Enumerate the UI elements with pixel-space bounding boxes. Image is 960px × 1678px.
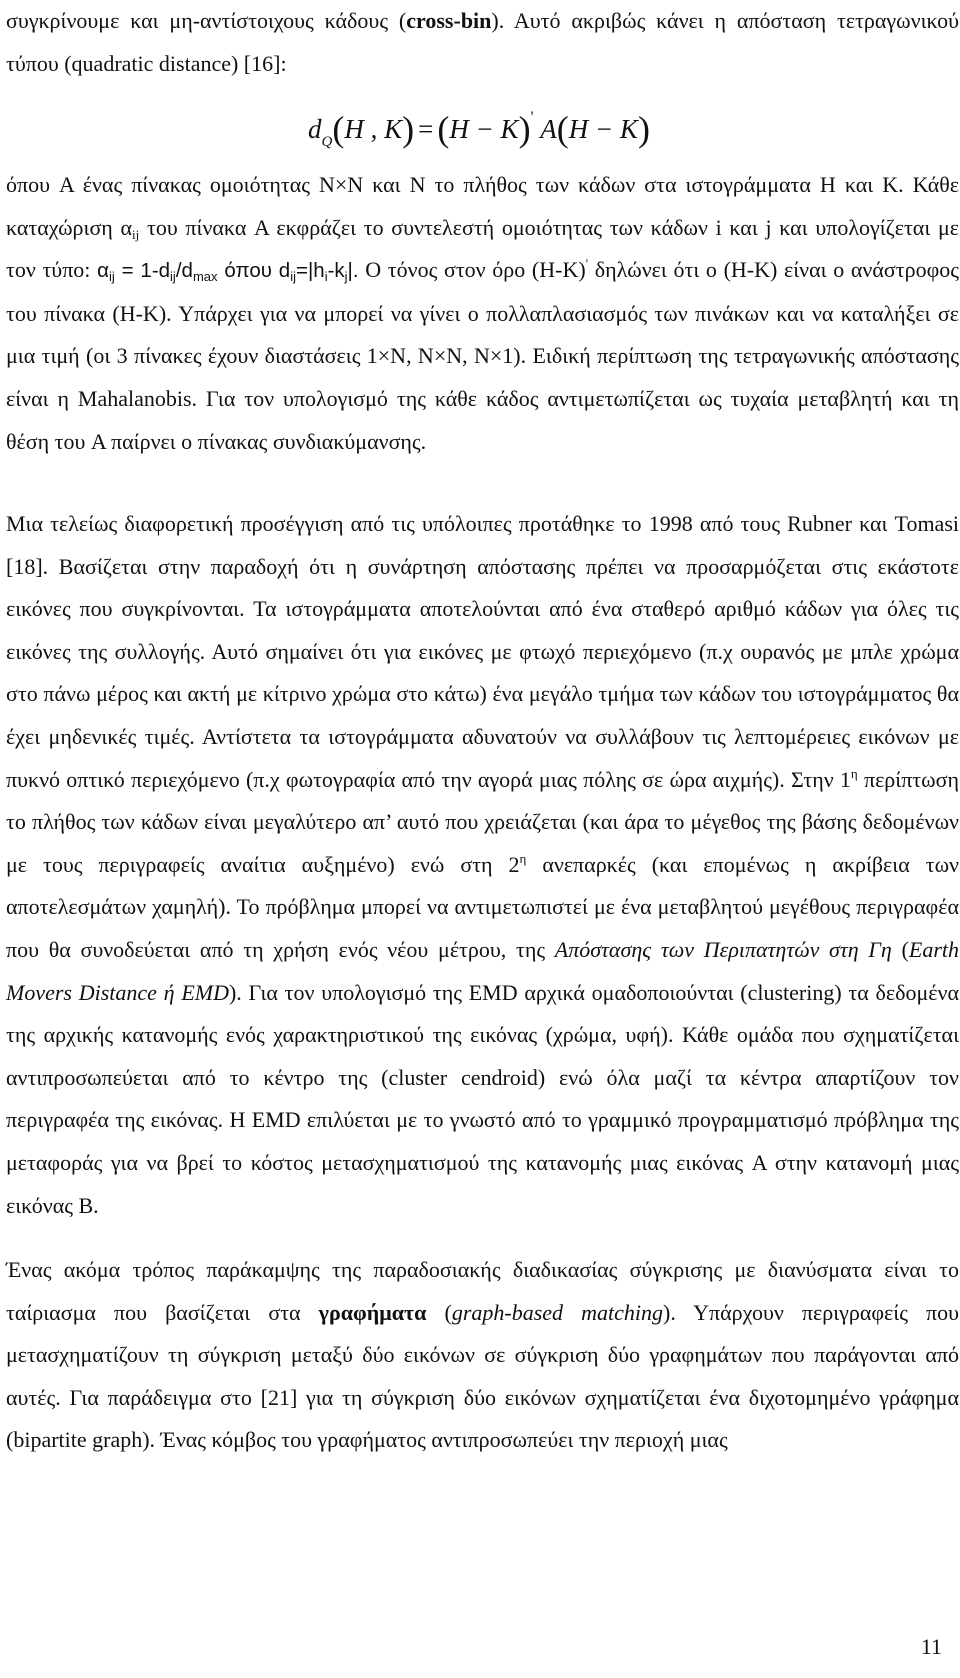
text-run: όπου A ένας πίνακας ομοιότητας N×N και N το πλήθος των κάδων στα ιστογράμματα H και K. Κάθε καταχώριση α <box>6 172 959 240</box>
formula-subscript-q: Q <box>321 134 333 150</box>
text-run: α <box>97 259 109 283</box>
paragraph-intro <box>6 0 959 85</box>
subscript: j <box>344 269 348 285</box>
formula-d: d <box>308 114 322 144</box>
bold-term-cross-bin: cross-bin <box>406 8 492 33</box>
formula-paren: ( <box>556 109 569 149</box>
formula-paren: ) <box>637 109 650 149</box>
ordinal-superscript: η <box>850 765 858 781</box>
text-run: = 1-d <box>114 259 171 283</box>
inline-formula <box>97 259 359 285</box>
italic-term: graph-based matching <box>451 1299 664 1325</box>
paragraph-emd <box>6 503 959 1227</box>
subscript: ij <box>290 269 296 285</box>
text-run: ). Για τον υπολογισμό της EMD αρχικά ομαδοποιούνται (clustering) τα δεδομένα της αρχικής κατανομής ενός χαρακτηριστικού της εικόνας (χρώμα, υφή). Κάθε ομάδα που σχηματίζεται αντιπροσωπεύεται από το κέντρο της (cluster cendroid) ενώ όλα μαζί τα κέντρα απαρτίζουν τον περιγραφέα της εικόνας. Η EMD επιλύεται με το γνωστό από το γραμμικό προγραμματισμό πρόβλημα της μεταφοράς για να βρεί το κόστος μετασχηματισμού της κατανομής μιας εικόνας A στην κατανομή μιας εικόνας B. <box>6 979 959 1218</box>
text-run: Ο τόνος στον όρο (H-K) <box>358 257 586 283</box>
subscript: max <box>192 269 218 285</box>
italic-term: Απόστασης των Περιπατητών στη Γη <box>554 936 892 962</box>
text-run: όπου d <box>217 259 291 283</box>
text-run: ). Αυτό ακριβώς κάνει η απόσταση τετραγωνικού τύπου (quadratic distance) [16]: <box>6 8 959 76</box>
formula-difference: H − K <box>568 114 638 144</box>
subscript: i <box>324 269 328 285</box>
formula-transpose-mark: ' <box>530 109 534 126</box>
text-run: =|h <box>295 259 325 283</box>
text-run: ανεπαρκές (και επομένως η ακρίβεια των αποτελεσμάτων χαμηλή). Το πρόβλημα μπορεί να αντιμετωπιστεί με ένα μεταβλητού μεγέθους περιγραφέα που θα συνοδεύεται από τη χρήση ενός νέου μέτρου, της <box>6 851 959 962</box>
text-run: /d <box>175 259 193 283</box>
italic-term: Earth Movers Distance ή EMD <box>6 936 959 1005</box>
subscript: ij <box>170 269 176 285</box>
formula-paren: ) <box>402 109 415 149</box>
page-number: 11 <box>920 1634 942 1659</box>
formula-matrix-a: A <box>540 114 557 144</box>
formula-difference: H − K <box>449 114 519 144</box>
formula-paren: ( <box>437 109 450 149</box>
text-run: |. <box>347 259 359 283</box>
paragraph-matrix-definition <box>6 164 959 463</box>
text-run: ). Υπάρχουν περιγραφείς που μετασχηματίζουν τη σύγκριση μεταξύ δύο εικόνων σε σύγκριση δύο γραφημάτων που παράγονται από αυτές. Για παράδειγμα στο [21] για τη σύγκριση δύο εικόνων σχηματίζεται ένα διχοτομημένο γράφημα (bipartite graph). Ένας κόμβος του γραφήματος αντιπροσωπεύει την περιοχή μιας <box>6 1299 960 1453</box>
formula-paren: ) <box>518 109 531 149</box>
paragraph-graph-matching <box>6 1249 959 1462</box>
text-run: δηλώνει ότι ο (H-K) είναι ο ανάστροφος του πίνακα (H-K). Υπάρχει για να μπορεί να γίνει ο πολλαπλασιασμός των πινάκων και να καταλήξει σε μια τιμή (οι 3 πίνακες έχουν διαστάσεις 1×N, N×N, N×1). Ειδική περίπτωση της τετραγωνικής απόστασης είναι η Mahalanobis. Για τον υπολογισμό της κάθε κάδος αντιμετωπίζεται ως τυχαία μεταβλητή και τη θέση του A παίρνει ο πίνακας συνδιακύμανσης. <box>6 257 959 454</box>
text-run: Ένας ακόμα τρόπος παράκαμψης της παραδοσιακής διαδικασίας σύγκρισης με διανύσματα είναι το ταίριασμα που βασίζεται στα <box>6 1257 959 1325</box>
text-run: -k <box>327 259 345 283</box>
subscript: ij <box>108 269 115 285</box>
subscript: ij <box>132 226 140 242</box>
text-run: ( <box>426 1299 452 1325</box>
bold-term: γραφήματα <box>318 1299 427 1325</box>
text-run: ( <box>891 936 909 962</box>
formula-paren: ( <box>332 109 345 149</box>
ordinal-superscript: η <box>519 850 527 866</box>
text-run: Μια τελείως διαφορετική προσέγγιση από τις υπόλοιπες προτάθηκε το 1998 από τους Rubner και Tomasi [18]. Βασίζεται στην παραδοχή ότι η συνάρτηση απόστασης πρέπει να προσαρμόζεται στις εκάστοτε εικόνες που συγκρίνονται. Τα ιστογράμματα αποτελούνται από ένα σταθερό αριθμό κάδων για όλες τις εικόνες της συλλογής. Αυτό σημαίνει ότι για εικόνες με φτωχό περιεχόμενο (π.χ ουρανός με μπλε χρώμα στο πάνω μέρος και ακτή με κίτρινο χρώμα στο κάτω) ένα μεγάλο τμήμα των κάδων του ιστογράμματος θα έχει μηδενικές τιμές. Αντίστετα τα ιστογράμματα αδυνατούν να συλλάβουν τις λεπτομέρειες εικόνων με πυκνό οπτικό περιεχόμενο (π.χ φωτογραφία από την αγορά μιας πόλης σε ώρα αιχμής). Στην 1 <box>6 511 959 792</box>
transpose-mark: ' <box>585 256 589 272</box>
text-run: συγκρίνουμε και μη-αντίστοιχους κάδους ( <box>6 8 407 33</box>
formula-arguments: H , K <box>344 114 403 144</box>
text-run: του πίνακα A εκφράζει το συντελεστή ομοιότητας των κάδων i και j και υπολογίζεται με τον τύπο: <box>6 214 959 283</box>
formula-equals: = <box>418 114 434 144</box>
quadratic-distance-formula <box>308 108 650 158</box>
text-run: περίπτωση το πλήθος των κάδων είναι μεγαλύτερο απ’ αυτό που χρειάζεται (και άρα το μέγεθος της βάσης δεδομένων με τους περιγραφείς αναίτια αυξημένο) ενώ στη 2 <box>6 766 959 877</box>
